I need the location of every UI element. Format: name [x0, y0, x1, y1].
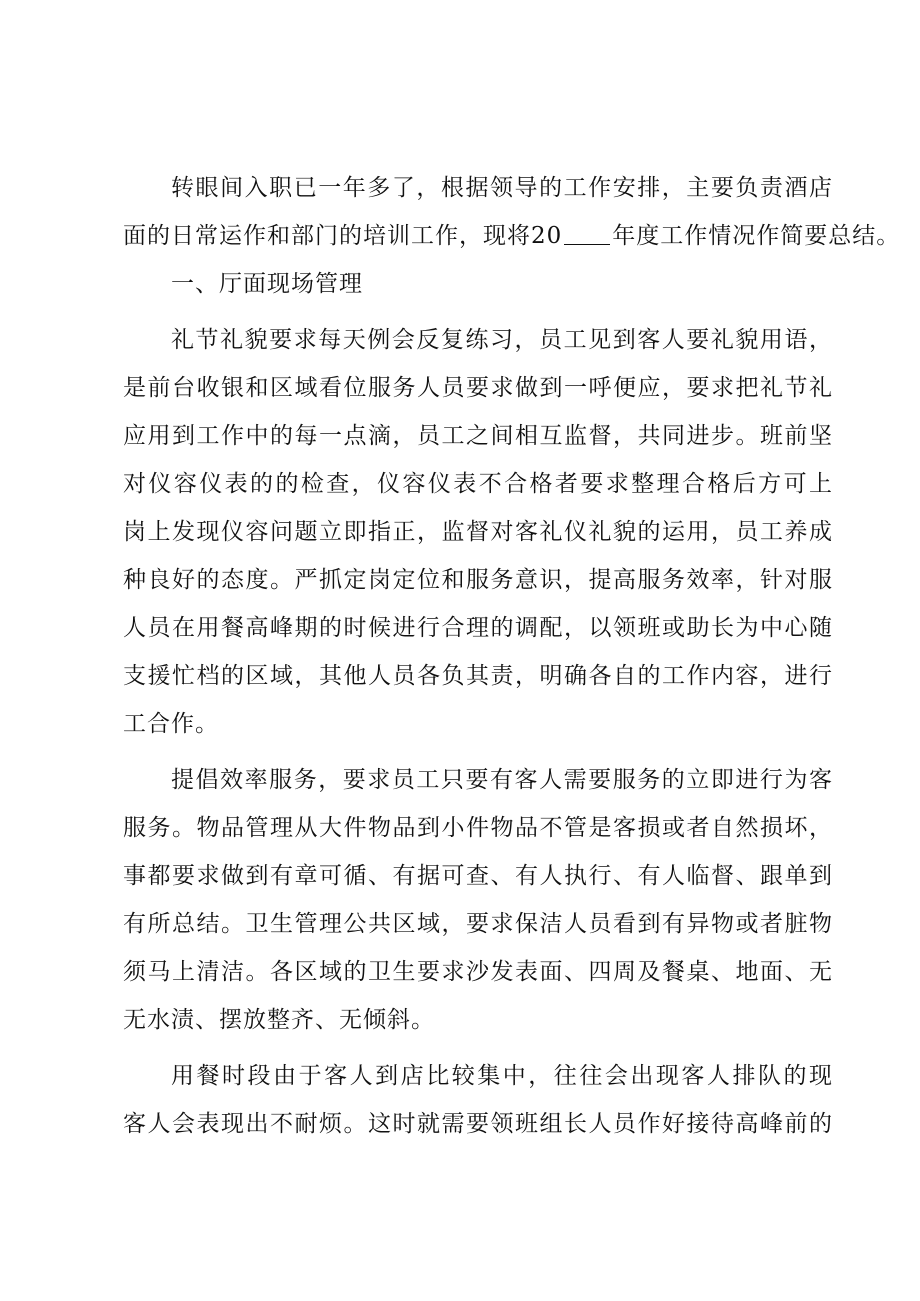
year-blank	[564, 222, 610, 245]
paragraph-3-line-6: 种良好的态度。严抓定岗定位和服务意识，提高服务效率，针对服	[123, 567, 833, 593]
paragraph-1-line-2	[123, 212, 901, 260]
paragraph-4-line-2: 服务。物品管理从大件物品到小件物品不管是客损或者自然损坏，	[123, 815, 833, 841]
paragraph-4-line-4: 有所总结。卫生管理公共区域，要求保洁人员看到有异物或者脏物	[123, 911, 833, 937]
paragraph-3-line-8: 支援忙档的区域，其他人员各负其责，明确各自的工作内容，进行	[123, 663, 833, 689]
paragraph-3-line-7: 人员在用餐高峰期的时候进行合理的调配，以领班或助长为中心随	[123, 615, 833, 641]
paragraph-1-line-2-before: 面的日常运作和部门的培训工作，现将20	[123, 223, 563, 249]
document-body	[123, 164, 901, 1148]
paragraph-1-line-1: 转眼间入职已一年多了，根据领导的工作安排，主要负责酒店	[171, 175, 833, 201]
paragraph-4-line-6: 无水渍、摆放整齐、无倾斜。	[123, 1007, 435, 1033]
paragraph-3-line-1: 礼节礼貌要求每天例会反复练习，员工见到客人要礼貌用语，	[171, 327, 833, 353]
paragraph-3-line-5: 岗上发现仪容问题立即指正，监督对客礼仪礼貌的运用，员工养成	[123, 519, 833, 545]
section-heading: 一、厅面现场管理	[171, 271, 363, 297]
paragraph-4-line-1: 提倡效率服务，要求员工只要有客人需要服务的立即进行为客	[171, 767, 833, 793]
paragraph-3-line-4: 对仪容仪表的的检查，仪容仪表不合格者要求整理合格后方可上	[123, 471, 833, 497]
paragraph-5-line-2: 客人会表现出不耐烦。这时就需要领班组长人员作好接待高峰前的	[123, 1111, 833, 1137]
paragraph-3-line-9: 工合作。	[123, 711, 219, 737]
paragraph-4-line-3: 事都要求做到有章可循、有据可查、有人执行、有人临督、跟单到	[123, 863, 833, 889]
paragraph-3-line-2: 是前台收银和区域看位服务人员要求做到一呼便应，要求把礼节礼	[123, 375, 833, 401]
paragraph-4-line-5: 须马上清洁。各区域的卫生要求沙发表面、四周及餐桌、地面、无	[123, 959, 833, 985]
paragraph-3-line-3: 应用到工作中的每一点滴，员工之间相互监督，共同进步。班前坚	[123, 423, 833, 449]
paragraph-1-line-2-after: 年度工作情况作简要总结。	[612, 223, 901, 249]
paragraph-5-line-1: 用餐时段由于客人到店比较集中，往往会出现客人排队的现	[171, 1063, 833, 1089]
